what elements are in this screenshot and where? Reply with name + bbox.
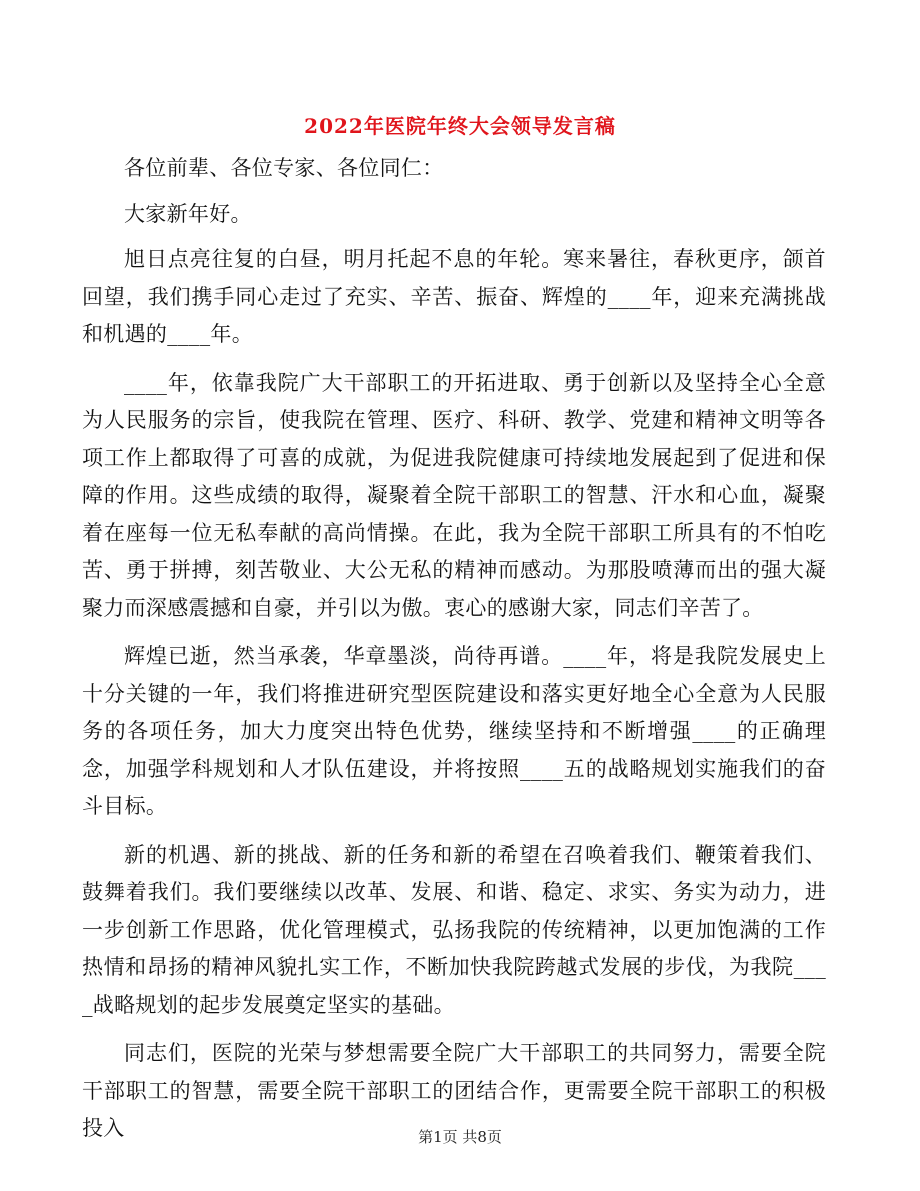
paragraph-4: 新的机遇、新的挑战、新的任务和新的希望在召唤着我们、鞭策着我们、鼓舞着我们。我们要继续以改革、发展、和谐、稳定、求实、务实为动力，进一步创新工作思路，优化管理模式，弘扬我院的传统精神，以更加饱满的工作热情和昂扬的精神风貌扎实工作，不断加快我院跨越式发展的步伐，为我院____战略规划的起步发展奠定坚实的基础。 (82, 842, 826, 1017)
greeting-line: 各位前辈、各位专家、各位同仁： (124, 156, 444, 180)
page-number-footer: 第1页 共8页 (418, 1128, 502, 1146)
paragraph-1: 旭日点亮往复的白昼，明月托起不息的年轮。寒来暑往，春秋更序，颌首回望，我们携手同心走过了充实、辛苦、振奋、辉煌的____年，迎来充满挑战和机遇的____年。 (82, 247, 826, 346)
paragraph-3: 辉煌已逝，然当承袭，华章墨淡，尚待再谱。____年，将是我院发展史上十分关键的一年，我们将推进研究型医院建设和落实更好地全心全意为人民服务的各项任务，加大力度突出特色优势，继续坚持和不断增强____的正确理念，加强学科规划和人才队伍建设，并将按照____五的战略规划实施我们的奋斗目标。 (82, 644, 826, 818)
paragraph-5: 同志们，医院的光荣与梦想需要全院广大干部职工的共同努力，需要全院干部职工的智慧，需要全院干部职工的团结合作，更需要全院干部职工的积极投入 (82, 1041, 826, 1140)
document-body (82, 150, 826, 1148)
paragraph-2: ____年，依靠我院广大干部职工的开拓进取、勇于创新以及坚持全心全意为人民服务的宗旨，使我院在管理、医疗、科研、教学、党建和精神文明等各项工作上都取得了可喜的成就，为促进我院健康可持续地发展起到了促进和保障的作用。这些成绩的取得，凝聚着全院干部职工的智慧、汗水和心血，凝聚着在座每一位无私奉献的高尚情操。在此，我为全院干部职工所具有的不怕吃苦、勇于拼搏，刻苦敬业、大公无私的精神而感动。为那股喷薄而出的强大凝聚力而深感震撼和自豪，并引以为傲。衷心的感谢大家，同志们辛苦了。 (82, 370, 826, 620)
salutation-line: 大家新年好。 (124, 201, 252, 226)
document-title: 2022年医院年终大会领导发言稿 (304, 114, 616, 138)
